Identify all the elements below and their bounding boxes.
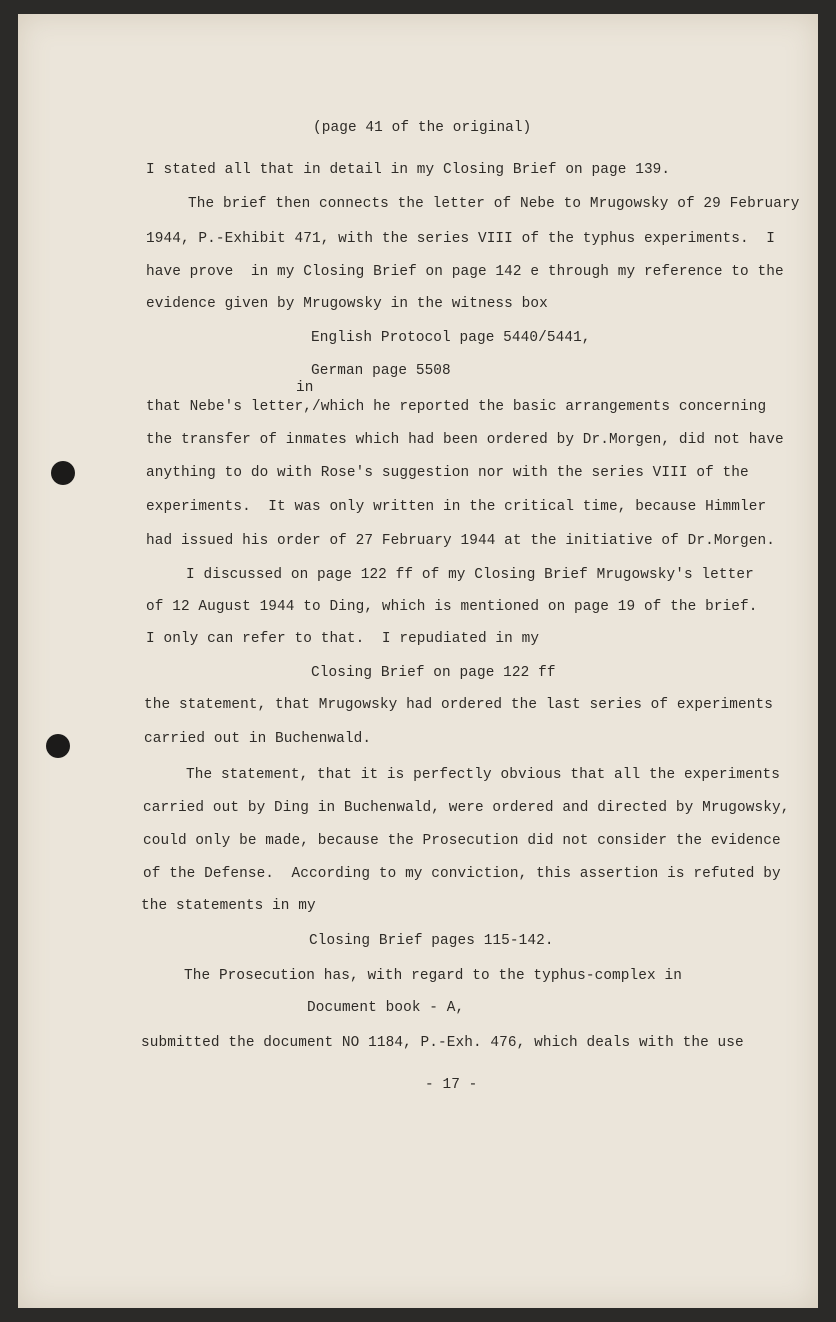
- page-header: (page 41 of the original): [313, 120, 532, 136]
- text-line: German page 5508: [311, 363, 451, 379]
- text-line: the statements in my: [141, 898, 316, 914]
- text-line: the statement, that Mrugowsky had ordered the last series of experiments: [144, 697, 773, 713]
- text-line: Closing Brief on page 122 ff: [311, 665, 556, 681]
- text-line: submitted the document NO 1184, P.-Exh. 476, which deals with the use: [141, 1035, 744, 1051]
- punch-hole: [51, 461, 75, 485]
- text-line: anything to do with Rose's suggestion nor with the series VIII of the: [146, 465, 749, 481]
- text-line: of 12 August 1944 to Ding, which is mentioned on page 19 of the brief.: [146, 599, 758, 615]
- text-line: had issued his order of 27 February 1944 at the initiative of Dr.Morgen.: [146, 533, 775, 549]
- inserted-word: in: [296, 380, 314, 396]
- text-line: I only can refer to that. I repudiated in my: [146, 631, 540, 647]
- punch-hole: [46, 734, 70, 758]
- page-number: - 17 -: [425, 1077, 478, 1093]
- text-line: Closing Brief pages 115-142.: [309, 933, 554, 949]
- text-line: could only be made, because the Prosecution did not consider the evidence: [143, 833, 781, 849]
- text-line: carried out by Ding in Buchenwald, were ordered and directed by Mrugowsky,: [143, 800, 790, 816]
- text-line: the transfer of inmates which had been ordered by Dr.Morgen, did not have: [146, 432, 784, 448]
- text-line: experiments. It was only written in the critical time, because Himmler: [146, 499, 767, 515]
- text-line: 1944, P.-Exhibit 471, with the series VIII of the typhus experiments. I: [146, 231, 775, 247]
- text-line: The statement, that it is perfectly obvious that all the experiments: [186, 767, 781, 783]
- text-line: English Protocol page 5440/5441,: [311, 330, 591, 346]
- text-line: Document book - A,: [307, 1000, 465, 1016]
- text-line: The Prosecution has, with regard to the typhus-complex in: [184, 968, 682, 984]
- text-line: I stated all that in detail in my Closing Brief on page 139.: [146, 162, 671, 178]
- text-line: I discussed on page 122 ff of my Closing Brief Mrugowsky's letter: [186, 567, 754, 583]
- text-line: that Nebe's letter,/which he reported the basic arrangements concerning: [146, 399, 767, 415]
- text-line: carried out in Buchenwald.: [144, 731, 372, 747]
- text-line: evidence given by Mrugowsky in the witness box: [146, 296, 548, 312]
- text-line: have prove in my Closing Brief on page 142 e through my reference to the: [146, 264, 784, 280]
- text-line: of the Defense. According to my conviction, this assertion is refuted by: [143, 866, 781, 882]
- text-line: The brief then connects the letter of Nebe to Mrugowsky of 29 February: [188, 196, 800, 212]
